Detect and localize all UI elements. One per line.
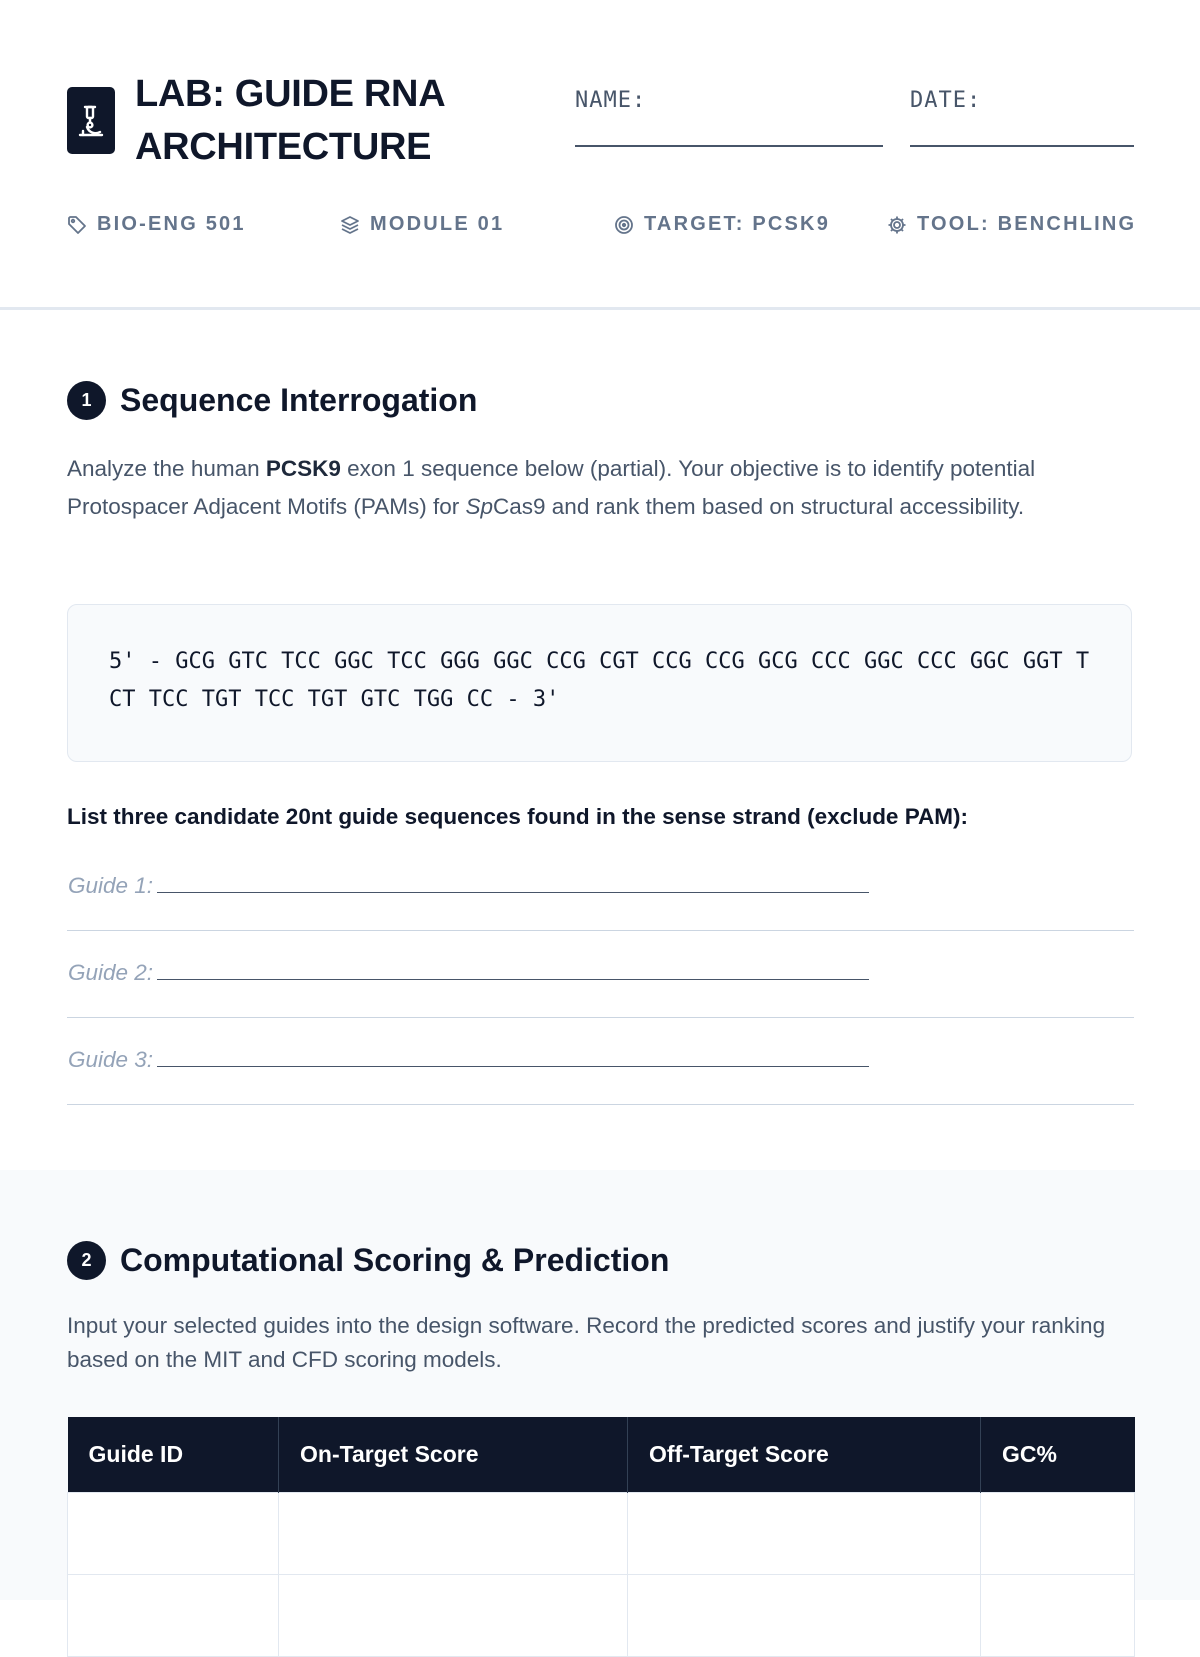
gear-icon (887, 215, 907, 235)
intro-text: Cas9 and rank them based on structural accessibility. (493, 494, 1025, 519)
guide-prompt: List three candidate 20nt guide sequences found in the sense strand (exclude PAM): (67, 804, 969, 829)
column-header: GC% (981, 1417, 1135, 1493)
section-1-heading (67, 381, 477, 420)
sequence-box (67, 604, 1132, 762)
table-cell[interactable] (628, 1575, 981, 1657)
table-cell[interactable] (279, 1575, 628, 1657)
layers-icon (340, 215, 360, 235)
guide-row[interactable] (67, 845, 1134, 931)
page-title: LAB: GUIDE RNA ARCHITECTURE (135, 73, 444, 168)
section-title: Computational Scoring & Prediction (120, 1242, 670, 1278)
table-cell[interactable] (68, 1493, 279, 1575)
column-header: On-Target Score (279, 1417, 628, 1493)
intro-text: exon 1 sequence below (partial). Your objective is to identify potential Protospacer Adjacent Motifs (PAMs) for (67, 456, 1036, 519)
table-row (68, 1493, 1135, 1575)
meta-module-text: MODULE 01 (370, 213, 505, 235)
tag-icon (67, 215, 87, 235)
meta-tool (887, 213, 1136, 236)
name-line (575, 145, 883, 147)
section-2-intro: Input your selected guides into the design software. Record the predicted scores and justify your ranking based on the MIT and CFD scoring models. (67, 1313, 1106, 1372)
column-header: Off-Target Score (628, 1417, 981, 1493)
scoring-table (67, 1417, 1135, 1657)
guide-label: Guide 3: (68, 1047, 154, 1072)
section-2-heading (67, 1241, 669, 1280)
guide-blank[interactable] (157, 960, 869, 980)
section-1-intro (67, 450, 1137, 526)
date-line (910, 145, 1134, 147)
section-title: Sequence Interrogation (120, 382, 478, 418)
microscope-icon (67, 87, 115, 154)
date-label: DATE: (910, 88, 982, 113)
guide-row[interactable] (67, 1019, 1134, 1105)
name-field[interactable] (575, 88, 646, 113)
intro-text: Analyze the human (67, 456, 266, 481)
meta-target (614, 213, 830, 236)
meta-course (67, 213, 246, 236)
date-field[interactable] (910, 88, 981, 113)
guide-blank[interactable] (157, 873, 869, 893)
table-cell[interactable] (628, 1493, 981, 1575)
table-header-row (68, 1417, 1135, 1493)
table-cell[interactable] (68, 1575, 279, 1657)
column-header: Guide ID (68, 1417, 279, 1493)
guide-label: Guide 2: (68, 960, 154, 985)
table-row (68, 1575, 1135, 1657)
species-abbrev: Sp (465, 494, 494, 519)
target-icon (614, 215, 634, 235)
guide-label: Guide 1: (68, 873, 154, 898)
guide-row[interactable] (67, 932, 1134, 1018)
meta-tool-text: TOOL: BENCHLING (917, 213, 1137, 235)
gene-name: PCSK9 (265, 456, 341, 481)
table-cell[interactable] (981, 1493, 1135, 1575)
section-number: 1 (67, 381, 106, 420)
worksheet-header (0, 0, 1200, 310)
meta-course-text: BIO-ENG 501 (97, 213, 246, 235)
section-number: 2 (67, 1241, 106, 1280)
meta-target-text: TARGET: PCSK9 (644, 213, 831, 235)
name-label: NAME: (575, 88, 647, 113)
guide-blank[interactable] (157, 1047, 869, 1067)
table-cell[interactable] (279, 1493, 628, 1575)
meta-module (340, 213, 504, 236)
dna-sequence: 5' - GCG GTC TCC GGC TCC GGG GGC CCG CGT CCG CCG GCG CCC GGC CCC GGC GGT TCT TCC TGT TCC TGT GTC TGG CC - 3' (109, 649, 1090, 712)
table-cell[interactable] (981, 1575, 1135, 1657)
